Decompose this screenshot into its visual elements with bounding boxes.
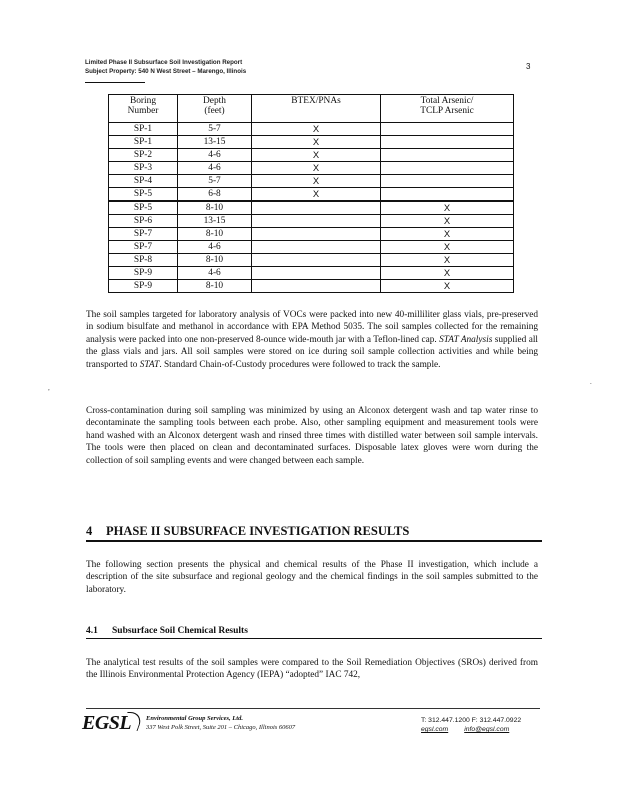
btex-pna-cell	[252, 228, 381, 241]
table-body	[109, 123, 514, 293]
depth-cell: 8-10	[178, 228, 252, 241]
depth-cell: 8-10	[178, 280, 252, 293]
arsenic-cell: X	[381, 254, 514, 267]
depth-cell: 5-7	[178, 123, 252, 136]
depth-cell: 13-15	[178, 215, 252, 228]
boring-number-cell: SP-4	[109, 175, 178, 188]
scan-mark: ,	[48, 384, 50, 392]
lab-name: STAT	[139, 359, 160, 370]
arsenic-cell: X	[381, 201, 514, 215]
boring-number-cell: SP-5	[109, 188, 178, 202]
paragraph-cross-contamination: Cross-contamination during soil sampling was minimized by using an Alconox detergent wash and tap water rinse to decontaminate the sampling tools between each probe. Also, other sampling equipment and measurement tools were hand washed with an Alconox detergent wash and rinsed three times with distilled water between soil sample intervals. The tools were then placed on clean and decontaminated surfaces. Disposable latex gloves were worn during the collection of soil sampling events and were changed between each sample.	[86, 406, 538, 466]
company-logo: EGSL	[82, 712, 132, 734]
footer-contact	[421, 716, 525, 734]
depth-cell: 4-6	[178, 241, 252, 254]
paragraph-analytical-results: The analytical test results of the soil samples were compared to the Soil Remediation Objectives (SROs) derived from the Illinois Environmental Protection Agency (IEPA) “adopted” IAC 742,	[86, 658, 538, 681]
boring-number-cell: SP-5	[109, 201, 178, 215]
table-row	[109, 215, 514, 228]
subsection-title: Subsurface Soil Chemical Results	[112, 626, 248, 636]
btex-pna-cell	[252, 267, 381, 280]
boring-number-cell: SP-9	[109, 280, 178, 293]
arsenic-cell	[381, 175, 514, 188]
footer-street-address: 337 West Polk Street, Suite 201 – Chicago, Illinois 60607	[146, 724, 296, 731]
paragraph-section-intro: The following section presents the physical and chemical results of the Phase II investigation, which include a description of the site subsurface and regional geology and the chemical findings in the soil samples submitted to the laboratory.	[86, 560, 538, 595]
table-row	[109, 228, 514, 241]
lab-name: STAT Analysis	[439, 334, 493, 345]
running-header	[85, 58, 246, 76]
section-title: PHASE II SUBSURFACE INVESTIGATION RESULTS	[106, 524, 410, 538]
table-row	[109, 162, 514, 175]
boring-number-cell: SP-6	[109, 215, 178, 228]
footer-firm-name: Environmental Group Services, Ltd.	[146, 715, 243, 722]
arsenic-cell	[381, 188, 514, 202]
btex-pna-cell	[252, 215, 381, 228]
boring-number-cell: SP-7	[109, 241, 178, 254]
boring-number-cell: SP-2	[109, 149, 178, 162]
arsenic-cell: X	[381, 215, 514, 228]
footer-website-link[interactable]: egsl.com	[421, 726, 449, 733]
boring-number-cell: SP-1	[109, 136, 178, 149]
table-row	[109, 280, 514, 293]
arsenic-cell: X	[381, 267, 514, 280]
sample-analysis-table	[108, 94, 514, 293]
table-row	[109, 175, 514, 188]
footer-rule	[86, 708, 540, 709]
arsenic-cell	[381, 149, 514, 162]
btex-pna-cell	[252, 241, 381, 254]
depth-cell: 6-8	[178, 188, 252, 202]
footer-email-link[interactable]: info@egsl.com	[464, 726, 510, 733]
arsenic-cell	[381, 123, 514, 136]
btex-pna-cell: X	[252, 149, 381, 162]
depth-cell: 4-6	[178, 162, 252, 175]
header-subject-property: Subject Property: 540 N West Street – Marengo, Illinois	[85, 68, 247, 75]
table-row	[109, 123, 514, 136]
header-report-title: Limited Phase II Subsurface Soil Investigation Report	[85, 59, 243, 66]
depth-cell: 8-10	[178, 254, 252, 267]
section-4-1-heading	[86, 626, 542, 639]
scan-mark: .	[590, 378, 592, 386]
paragraph-text: supplied all the glass vials and jars. All soil samples were stored on ice during soil sample collection activities and while being transported to	[86, 334, 538, 370]
table-row	[109, 201, 514, 215]
paragraph-text: . Standard Chain-of-Custody procedures were followed to track the sample.	[159, 359, 441, 370]
column-header: Depth (feet)	[178, 95, 252, 123]
btex-pna-cell: X	[252, 188, 381, 202]
paragraph-text: The soil samples targeted for laboratory analysis of VOCs were packed into new 40-milliliter glass vials, pre-preserved in sodium bisulfate and methanol in accordance with EPA Method 5035. The soil samples collected for the remaining analysis were packed into one non-preserved 8-ounce wide-mouth jar with a Teflon-lined cap.	[86, 310, 538, 345]
depth-cell: 5-7	[178, 175, 252, 188]
header-rule	[85, 82, 145, 83]
arsenic-cell: X	[381, 228, 514, 241]
btex-pna-cell: X	[252, 162, 381, 175]
footer-address	[146, 714, 295, 732]
table-row	[109, 149, 514, 162]
arsenic-cell	[381, 136, 514, 149]
arsenic-cell	[381, 162, 514, 175]
btex-pna-cell: X	[252, 136, 381, 149]
boring-number-cell: SP-7	[109, 228, 178, 241]
boring-number-cell: SP-8	[109, 254, 178, 267]
subsection-number: 4.1	[86, 626, 98, 636]
boring-number-cell: SP-1	[109, 123, 178, 136]
btex-pna-cell	[252, 254, 381, 267]
btex-pna-cell: X	[252, 175, 381, 188]
table-row	[109, 188, 514, 202]
btex-pna-cell	[252, 280, 381, 293]
paragraph-sample-handling	[86, 309, 538, 371]
depth-cell: 4-6	[178, 149, 252, 162]
table-row	[109, 267, 514, 280]
table-row	[109, 254, 514, 267]
column-header: Total Arsenic/ TCLP Arsenic	[381, 95, 514, 123]
table-row	[109, 136, 514, 149]
table-header-row	[109, 95, 514, 123]
btex-pna-cell	[252, 201, 381, 215]
boring-number-cell: SP-9	[109, 267, 178, 280]
btex-pna-cell: X	[252, 123, 381, 136]
depth-cell: 13-15	[178, 136, 252, 149]
arsenic-cell: X	[381, 241, 514, 254]
section-4-heading	[86, 524, 542, 542]
column-header: BTEX/PNAs	[252, 95, 381, 123]
boring-number-cell: SP-3	[109, 162, 178, 175]
depth-cell: 8-10	[178, 201, 252, 215]
column-header: Boring Number	[109, 95, 178, 123]
section-number: 4	[86, 524, 93, 538]
table-row	[109, 241, 514, 254]
arsenic-cell: X	[381, 280, 514, 293]
page-number: 3	[526, 62, 531, 71]
footer-phone-fax: T: 312.447.1200 F: 312.447.0922	[421, 717, 522, 724]
depth-cell: 4-6	[178, 267, 252, 280]
